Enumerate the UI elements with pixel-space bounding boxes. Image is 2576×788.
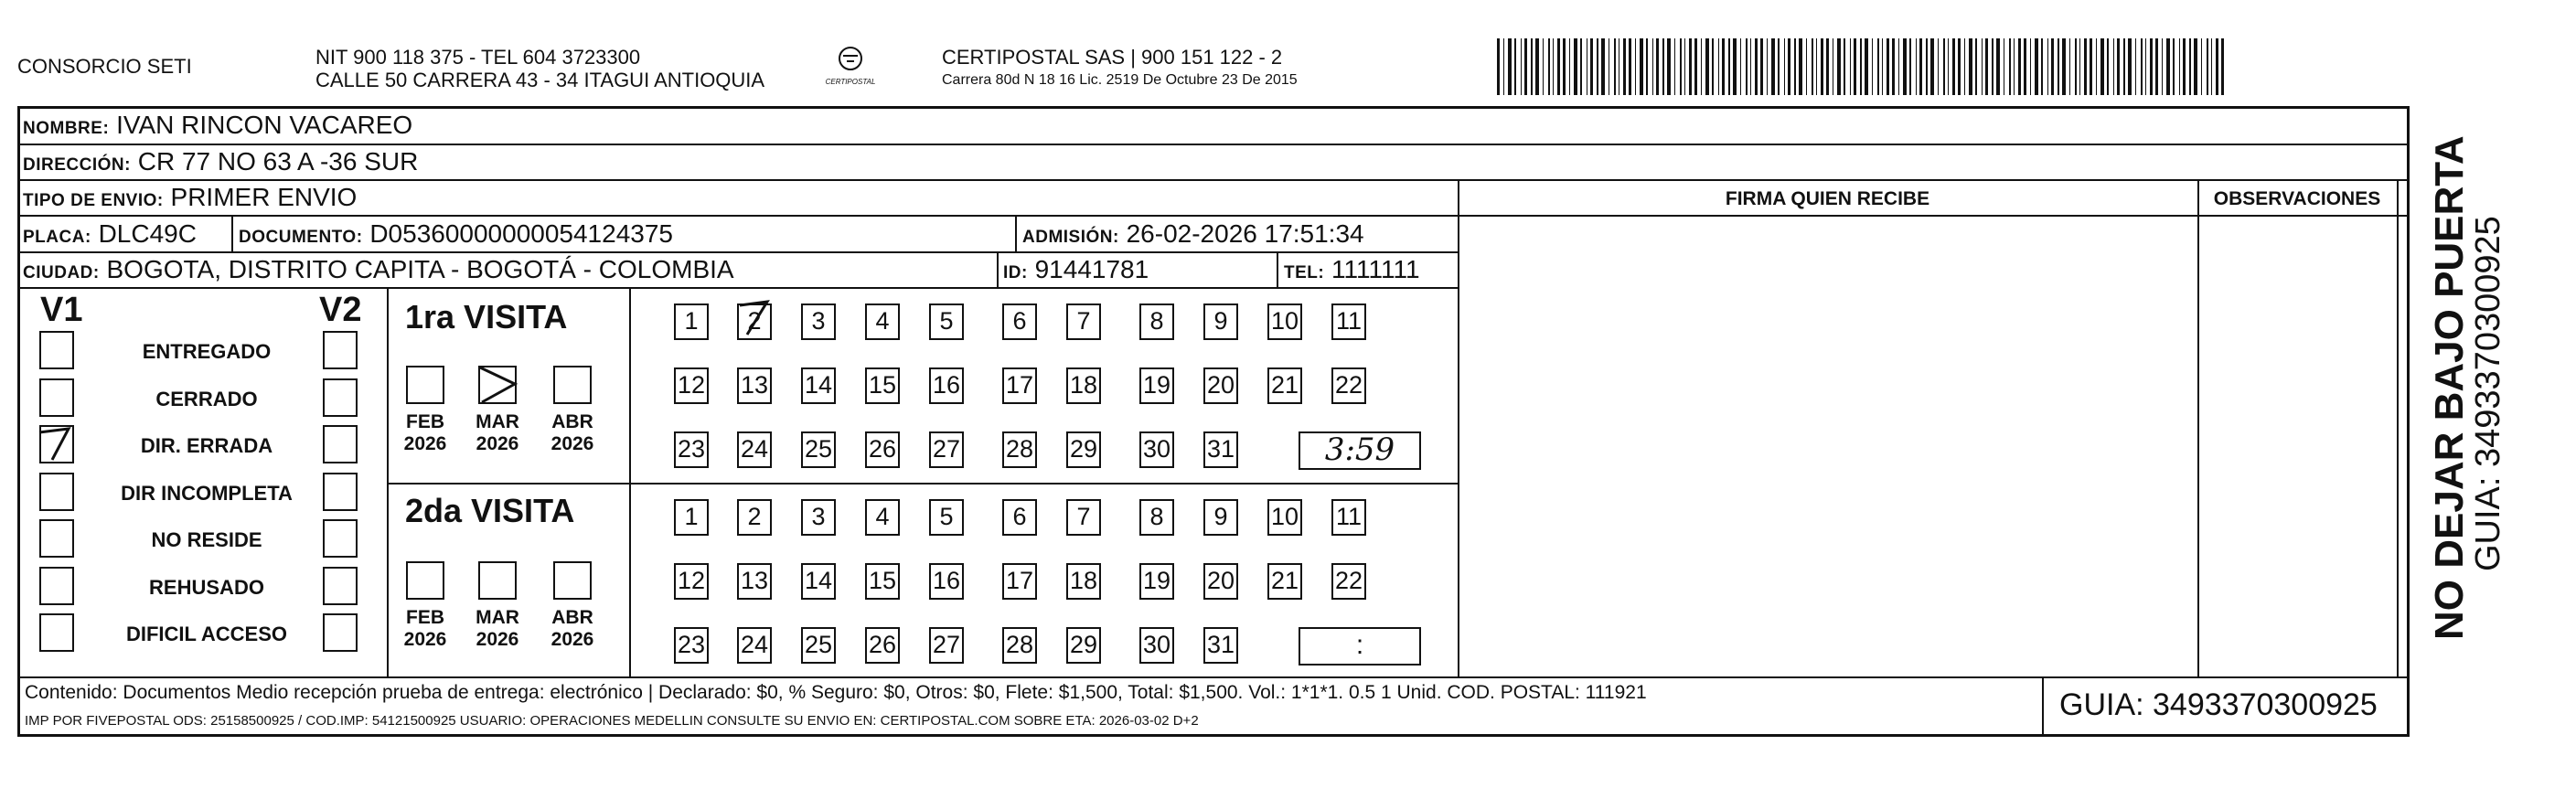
second-visit-day[interactable]: 30 (1139, 627, 1174, 664)
month-name: MAR (476, 607, 519, 628)
second-visit-month-checkbox[interactable] (406, 561, 444, 600)
v1-checkbox[interactable] (39, 425, 74, 463)
first-visit-month-checkbox[interactable] (406, 366, 444, 404)
first-visit-day[interactable]: 19 (1139, 367, 1174, 404)
first-visit-day[interactable]: 10 (1267, 303, 1302, 340)
first-visit-month-checkbox[interactable] (478, 366, 517, 404)
second-visit-day[interactable]: 26 (865, 627, 900, 664)
second-visit-day[interactable]: 27 (929, 627, 964, 664)
tel-field (1284, 255, 1420, 288)
admision-label: ADMISIÓN: (1022, 228, 1119, 247)
first-visit-day[interactable]: 21 (1267, 367, 1302, 404)
second-visit-day[interactable]: 11 (1331, 499, 1366, 536)
month-year: 2026 (476, 629, 519, 650)
first-visit-day[interactable]: 7 (1066, 303, 1101, 340)
footer-guia: GUIA: 3493370300925 (2059, 687, 2378, 722)
first-visit-day[interactable]: 30 (1139, 431, 1174, 468)
first-visit-day[interactable]: 29 (1066, 431, 1101, 468)
v2-checkbox[interactable] (323, 473, 358, 511)
second-visit-day[interactable]: 3 (801, 499, 836, 536)
month-year: 2026 (476, 433, 519, 454)
v2-checkbox[interactable] (323, 613, 358, 652)
status-label: DIR INCOMPLETA (121, 481, 293, 505)
first-visit-day[interactable]: 31 (1203, 431, 1238, 468)
second-visit-day[interactable]: 15 (865, 563, 900, 600)
second-visit-month-checkbox[interactable] (478, 561, 517, 600)
v2-checkbox[interactable] (323, 519, 358, 558)
v2-checkbox[interactable] (323, 378, 358, 417)
first-visit-day[interactable]: 11 (1331, 303, 1366, 340)
month-year: 2026 (550, 629, 594, 650)
second-visit-day[interactable]: 16 (929, 563, 964, 600)
address-line: CALLE 50 CARRERA 43 - 34 ITAGUI ANTIOQUIA (315, 69, 765, 91)
firma-header: FIRMA QUIEN RECIBE (1725, 188, 1930, 209)
placa-field (23, 219, 197, 252)
second-visit-day[interactable]: 6 (1002, 499, 1037, 536)
second-visit-time-field[interactable]: : (1299, 627, 1421, 666)
second-visit-day[interactable]: 23 (674, 627, 709, 664)
certipostal-line: CERTIPOSTAL SAS | 900 151 122 - 2 (942, 46, 1283, 69)
first-visit-day[interactable]: 24 (737, 431, 772, 468)
v1-checkbox[interactable] (39, 613, 74, 652)
second-visit-day[interactable]: 19 (1139, 563, 1174, 600)
first-visit-month-label (398, 411, 453, 455)
id-value: 91441781 (1034, 255, 1149, 283)
direccion-label: DIRECCIÓN: (23, 155, 131, 175)
v2-label: V2 (319, 291, 362, 329)
first-visit-day[interactable]: 12 (674, 367, 709, 404)
second-visit-day[interactable]: 28 (1002, 627, 1037, 664)
nombre-label: NOMBRE: (23, 119, 110, 138)
side-guia: GUIA: 3493370300925 (2469, 216, 2507, 571)
second-visit-day[interactable]: 2 (737, 499, 772, 536)
observaciones-header: OBSERVACIONES (2213, 188, 2381, 209)
first-visit-day[interactable]: 1 (674, 303, 709, 340)
month-name: FEB (406, 607, 444, 628)
second-visit-day[interactable]: 14 (801, 563, 836, 600)
ciudad-value: BOGOTA, DISTRITO CAPITA - BOGOTÁ - COLOMBIA (106, 255, 734, 283)
second-visit-day[interactable]: 20 (1203, 563, 1238, 600)
month-name: ABR (551, 607, 593, 628)
ciudad-field (23, 255, 734, 288)
tipo-envio-value: PRIMER ENVIO (170, 183, 358, 211)
first-visit-day[interactable]: 27 (929, 431, 964, 468)
second-visit-day[interactable]: 4 (865, 499, 900, 536)
documento-field (239, 219, 673, 252)
license-line: Carrera 80d N 18 16 Lic. 2519 De Octubre 23 De 2015 (942, 72, 1298, 88)
v2-checkbox[interactable] (323, 425, 358, 463)
second-visit-day[interactable]: 10 (1267, 499, 1302, 536)
first-visit-day[interactable]: 5 (929, 303, 964, 340)
direccion-field (23, 147, 418, 180)
second-visit-day[interactable]: 31 (1203, 627, 1238, 664)
v2-checkbox[interactable] (323, 331, 358, 369)
first-visit-day[interactable]: 4 (865, 303, 900, 340)
status-label: DIR. ERRADA (140, 434, 273, 457)
first-visit-day[interactable]: 6 (1002, 303, 1037, 340)
second-visit-day[interactable]: 13 (737, 563, 772, 600)
first-visit-day[interactable]: 9 (1203, 303, 1238, 340)
id-label: ID: (1003, 263, 1028, 282)
first-visit-day[interactable]: 28 (1002, 431, 1037, 468)
first-visit-day[interactable]: 2 (737, 303, 772, 340)
first-visit-time-field[interactable]: 3:59 (1299, 431, 1421, 470)
v1-checkbox[interactable] (39, 378, 74, 417)
barcode (1497, 38, 2225, 95)
footer-print-line: IMP POR FIVEPOSTAL ODS: 25158500925 / COD.IMP: 54121500925 USUARIO: OPERACIONES MEDELLIN CONSULTE SU ENVIO EN: CERTIPOSTAL.COM SOBRE ETA: 2026-03-02 D+2 (25, 713, 1199, 729)
v1-label: V1 (40, 291, 83, 329)
certipostal-logo (821, 44, 880, 91)
v1-checkbox[interactable] (39, 473, 74, 511)
placa-value: DLC49C (98, 219, 197, 248)
second-visit-day[interactable]: 12 (674, 563, 709, 600)
nombre-field (23, 111, 412, 144)
month-name: ABR (551, 411, 593, 432)
nombre-value: IVAN RINCON VACAREO (116, 111, 413, 139)
v1-checkbox[interactable] (39, 331, 74, 369)
ciudad-label: CIUDAD: (23, 263, 100, 282)
second-visit-month-label (545, 607, 600, 651)
tel-label: TEL: (1284, 263, 1325, 282)
documento-value: D05360000000054124375 (369, 219, 673, 248)
first-visit-day[interactable]: 18 (1066, 367, 1101, 404)
tipo-envio-field (23, 183, 357, 216)
second-visit-day[interactable]: 7 (1066, 499, 1101, 536)
first-visit-day[interactable]: 3 (801, 303, 836, 340)
first-visit-month-label (470, 411, 525, 455)
first-visit-day[interactable]: 13 (737, 367, 772, 404)
first-visit-day[interactable]: 15 (865, 367, 900, 404)
second-visit-month-label (398, 607, 453, 651)
second-visit-day[interactable]: 21 (1267, 563, 1302, 600)
first-visit-title: 1ra VISITA (405, 298, 568, 335)
documento-label: DOCUMENTO: (239, 228, 363, 247)
svg-text:CERTIPOSTAL: CERTIPOSTAL (825, 78, 876, 86)
second-visit-day[interactable]: 25 (801, 627, 836, 664)
first-visit-day[interactable]: 8 (1139, 303, 1174, 340)
first-visit-day[interactable]: 22 (1331, 367, 1366, 404)
second-visit-title: 2da VISITA (405, 492, 575, 529)
second-visit-day[interactable]: 24 (737, 627, 772, 664)
month-year: 2026 (550, 433, 594, 454)
second-visit-day[interactable]: 8 (1139, 499, 1174, 536)
second-visit-day[interactable]: 5 (929, 499, 964, 536)
side-warning: NO DEJAR BAJO PUERTA (2427, 135, 2472, 640)
footer-content-line: Contenido: Documentos Medio recepción prueba de entrega: electrónico | Declarado: $0, % Seguro: $0, Otros: $0, Flete: $1,500, Total: $1,500. Vol.: 1*1*1. 0.5 1 Unid. COD. POSTAL: 111921 (25, 682, 1647, 703)
month-name: FEB (406, 411, 444, 432)
tel-value: 1111111 (1331, 255, 1420, 283)
first-visit-day[interactable]: 25 (801, 431, 836, 468)
second-visit-day[interactable]: 22 (1331, 563, 1366, 600)
first-visit-day[interactable]: 14 (801, 367, 836, 404)
first-visit-day[interactable]: 17 (1002, 367, 1037, 404)
nit-line: NIT 900 118 375 - TEL 604 3723300 (315, 46, 641, 69)
status-label: DIFICIL ACCESO (125, 623, 287, 645)
v2-checkbox[interactable] (323, 567, 358, 605)
tipo-envio-label: TIPO DE ENVIO: (23, 191, 164, 210)
second-visit-day[interactable]: 9 (1203, 499, 1238, 536)
placa-label: PLACA: (23, 228, 91, 247)
second-visit-day[interactable]: 18 (1066, 563, 1101, 600)
v1-checkbox[interactable] (39, 567, 74, 605)
first-visit-month-checkbox[interactable] (553, 366, 592, 404)
first-visit-day[interactable]: 26 (865, 431, 900, 468)
first-visit-day[interactable]: 16 (929, 367, 964, 404)
second-visit-day[interactable]: 1 (674, 499, 709, 536)
month-year: 2026 (403, 629, 447, 650)
month-year: 2026 (403, 433, 447, 454)
second-visit-month-label (470, 607, 525, 651)
second-visit-month-checkbox[interactable] (553, 561, 592, 600)
status-label: NO RESIDE (151, 528, 262, 551)
v1-checkbox[interactable] (39, 519, 74, 558)
company-name: CONSORCIO SETI (17, 55, 192, 78)
first-visit-day[interactable]: 20 (1203, 367, 1238, 404)
id-field (1003, 255, 1149, 288)
month-name: MAR (476, 411, 519, 432)
first-visit-day[interactable]: 23 (674, 431, 709, 468)
second-visit-day[interactable]: 17 (1002, 563, 1037, 600)
second-visit-day[interactable]: 29 (1066, 627, 1101, 664)
status-label: REHUSADO (149, 575, 264, 599)
admision-field (1022, 219, 1364, 252)
status-label: CERRADO (155, 387, 258, 410)
status-label: ENTREGADO (142, 340, 272, 363)
first-visit-month-label (545, 411, 600, 455)
direccion-value: CR 77 NO 63 A -36 SUR (137, 147, 419, 176)
admision-value: 26-02-2026 17:51:34 (1126, 219, 1364, 248)
